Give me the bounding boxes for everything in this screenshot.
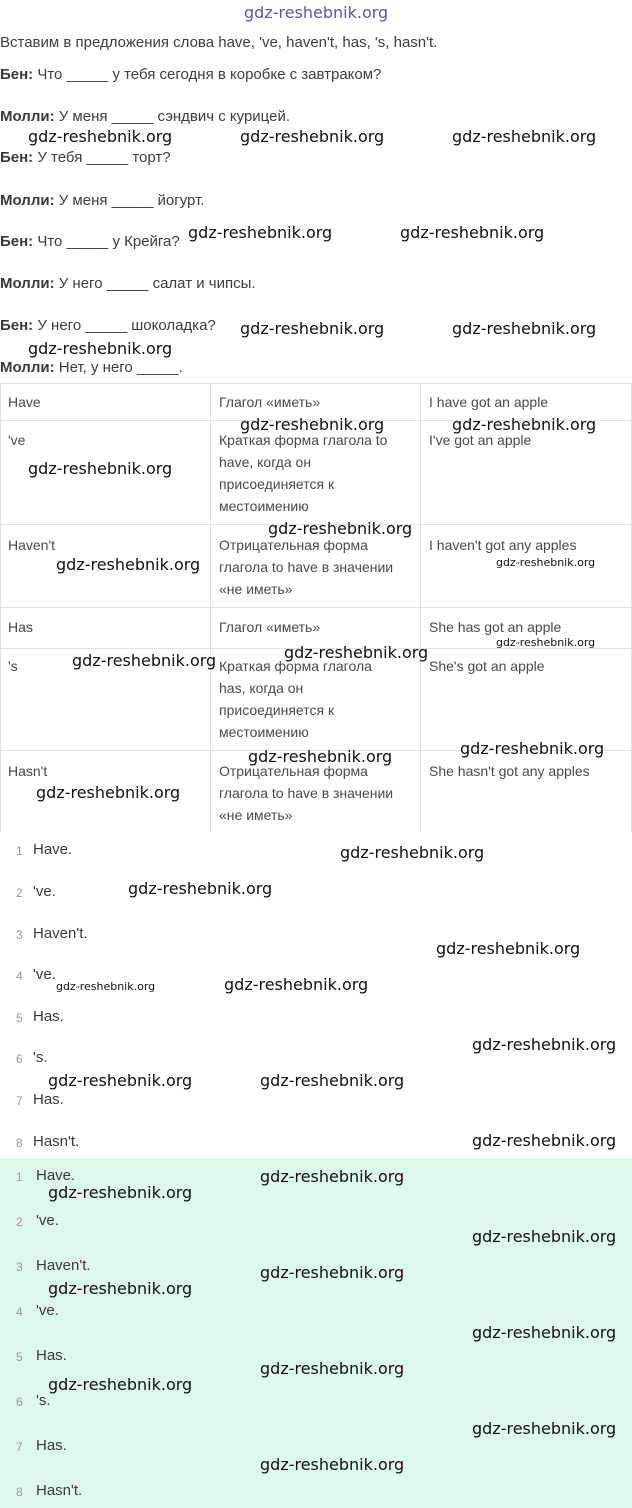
watermark: gdz-reshebnik.org [260, 1359, 405, 1378]
watermark: gdz-reshebnik.org [240, 319, 385, 338]
watermark: gdz-reshebnik.org [240, 415, 385, 434]
table-cell-desc: Отрицательная форма глагола to have в значении «не иметь» [219, 537, 394, 597]
watermark: gdz-reshebnik.org [472, 1035, 617, 1054]
watermark: gdz-reshebnik.org [48, 1183, 193, 1202]
watermark: gdz-reshebnik.org [472, 1131, 617, 1150]
answer-text: 've. [33, 883, 56, 900]
speaker-label: Бен: [0, 233, 34, 250]
answer-number: 3 [16, 928, 23, 942]
table-cell-form: Haven't [8, 537, 56, 553]
table-cell-example: She hasn't got any apples [429, 763, 590, 779]
table-cell-form: 've [8, 432, 26, 448]
dialogue-line [0, 275, 256, 292]
answer-number: 7 [16, 1440, 23, 1454]
watermark: gdz-reshebnik.org [128, 879, 273, 898]
table-cell-example: I have got an apple [429, 394, 549, 410]
speaker-label: Молли: [0, 108, 55, 125]
line-text: У меня _____ сэндвич с курицей. [54, 108, 290, 125]
answer-text: 've. [33, 966, 56, 983]
watermark: gdz-reshebnik.org [240, 127, 385, 146]
watermark: gdz-reshebnik.org [400, 223, 545, 242]
answer-number: 3 [16, 1260, 23, 1274]
table-cell-desc: Глагол «иметь» [219, 619, 321, 635]
table-cell-example: I haven't got any apples [429, 537, 577, 553]
line-text: У тебя _____ торт? [33, 149, 171, 166]
answer-text: 've. [36, 1212, 59, 1229]
table-cell-desc: Краткая форма глагола to have, когда он присоединяется к местоимению [219, 432, 388, 514]
dialogue-line [0, 149, 171, 166]
header-watermark: gdz-reshebnik.org [244, 3, 389, 22]
answer-number: 1 [16, 844, 23, 858]
answer-number: 8 [16, 1485, 23, 1499]
table-cell-form: 's [8, 658, 18, 674]
answer-text: Hasn't. [36, 1482, 83, 1499]
answer-number: 7 [16, 1094, 23, 1108]
answer-number: 2 [16, 1215, 23, 1229]
answer-text: Has. [33, 1008, 64, 1025]
answer-text: Has. [36, 1347, 67, 1364]
watermark: gdz-reshebnik.org [268, 519, 413, 538]
watermark: gdz-reshebnik.org [260, 1263, 405, 1282]
line-text: Нет, у него _____. [54, 359, 183, 376]
watermark: gdz-reshebnik.org [224, 975, 369, 994]
dialogue-line [0, 317, 216, 334]
answer-text: Has. [33, 1091, 64, 1108]
line-text: У меня _____ йогурт. [54, 192, 205, 209]
speaker-label: Молли: [0, 359, 55, 376]
watermark: gdz-reshebnik.org [472, 1419, 617, 1438]
watermark: gdz-reshebnik.org [496, 636, 596, 649]
watermark: gdz-reshebnik.org [48, 1279, 193, 1298]
dialogue-line [0, 108, 290, 125]
table-cell-example: I've got an apple [429, 432, 532, 448]
table-cell-example: She has got an apple [429, 619, 562, 635]
answer-text: Haven't. [36, 1257, 91, 1274]
line-text: Что _____ у Крейга? [33, 233, 180, 250]
answer-text: Haven't. [33, 925, 88, 942]
answer-text: 've. [36, 1302, 59, 1319]
watermark: gdz-reshebnik.org [452, 415, 597, 434]
speaker-label: Молли: [0, 275, 55, 292]
watermark: gdz-reshebnik.org [452, 319, 597, 338]
speaker-label: Бен: [0, 66, 34, 83]
watermark: gdz-reshebnik.org [48, 1071, 193, 1090]
watermark: gdz-reshebnik.org [460, 739, 605, 758]
watermark: gdz-reshebnik.org [452, 127, 597, 146]
answer-text: Has. [36, 1437, 67, 1454]
table-cell-desc: Краткая форма глагола has, когда он присоединяется к местоимению [219, 658, 372, 740]
speaker-label: Бен: [0, 149, 34, 166]
answer-number: 6 [16, 1395, 23, 1409]
watermark: gdz-reshebnik.org [56, 555, 201, 574]
table-cell-desc: Глагол «иметь» [219, 394, 321, 410]
dialogue-line [0, 66, 381, 83]
watermark: gdz-reshebnik.org [472, 1323, 617, 1342]
table-cell-form: Has [8, 619, 33, 635]
table-cell-example: She's got an apple [429, 658, 545, 674]
watermark: gdz-reshebnik.org [48, 1375, 193, 1394]
watermark: gdz-reshebnik.org [28, 127, 173, 146]
watermark: gdz-reshebnik.org [436, 939, 581, 958]
table-cell-desc: Отрицательная форма глагола to have в значении «не иметь» [219, 763, 394, 823]
speaker-label: Бен: [0, 317, 34, 334]
line-text: Что _____ у тебя сегодня в коробке с завтраком? [33, 66, 382, 83]
table-cell-form: Hasn't [8, 763, 48, 779]
answer-number: 8 [16, 1136, 23, 1150]
dialogue-line [0, 192, 204, 209]
line-text: У него _____ салат и чипсы. [54, 275, 256, 292]
answer-text: Hasn't. [33, 1133, 80, 1150]
answer-number: 6 [16, 1052, 23, 1066]
watermark: gdz-reshebnik.org [472, 1227, 617, 1246]
dialogue-line [0, 359, 183, 376]
answer-text: Have. [36, 1167, 76, 1184]
watermark: gdz-reshebnik.org [260, 1455, 405, 1474]
answer-number: 5 [16, 1011, 23, 1025]
watermark: gdz-reshebnik.org [36, 783, 181, 802]
watermark: gdz-reshebnik.org [260, 1167, 405, 1186]
watermark: gdz-reshebnik.org [28, 459, 173, 478]
watermark: gdz-reshebnik.org [56, 980, 156, 993]
answer-text: 's. [36, 1392, 51, 1409]
watermark: gdz-reshebnik.org [496, 556, 596, 569]
answer-number: 4 [16, 1305, 23, 1319]
watermark: gdz-reshebnik.org [188, 223, 333, 242]
answer-number: 4 [16, 969, 23, 983]
speaker-label: Молли: [0, 192, 55, 209]
answer-number: 5 [16, 1350, 23, 1364]
watermark: gdz-reshebnik.org [248, 747, 393, 766]
instruction-text: Вставим в предложения слова have, 've, haven't, has, 's, hasn't. [0, 34, 438, 51]
answer-text: 's. [33, 1049, 48, 1066]
dialogue-line [0, 233, 180, 250]
watermark: gdz-reshebnik.org [260, 1071, 405, 1090]
answer-number: 1 [16, 1170, 23, 1184]
table-cell-form: Have [8, 394, 41, 410]
watermark: gdz-reshebnik.org [284, 643, 429, 662]
watermark: gdz-reshebnik.org [72, 651, 217, 670]
answer-number: 2 [16, 886, 23, 900]
watermark: gdz-reshebnik.org [340, 843, 485, 862]
line-text: У него _____ шоколадка? [33, 317, 216, 334]
answer-text: Have. [33, 841, 73, 858]
watermark: gdz-reshebnik.org [28, 339, 173, 358]
